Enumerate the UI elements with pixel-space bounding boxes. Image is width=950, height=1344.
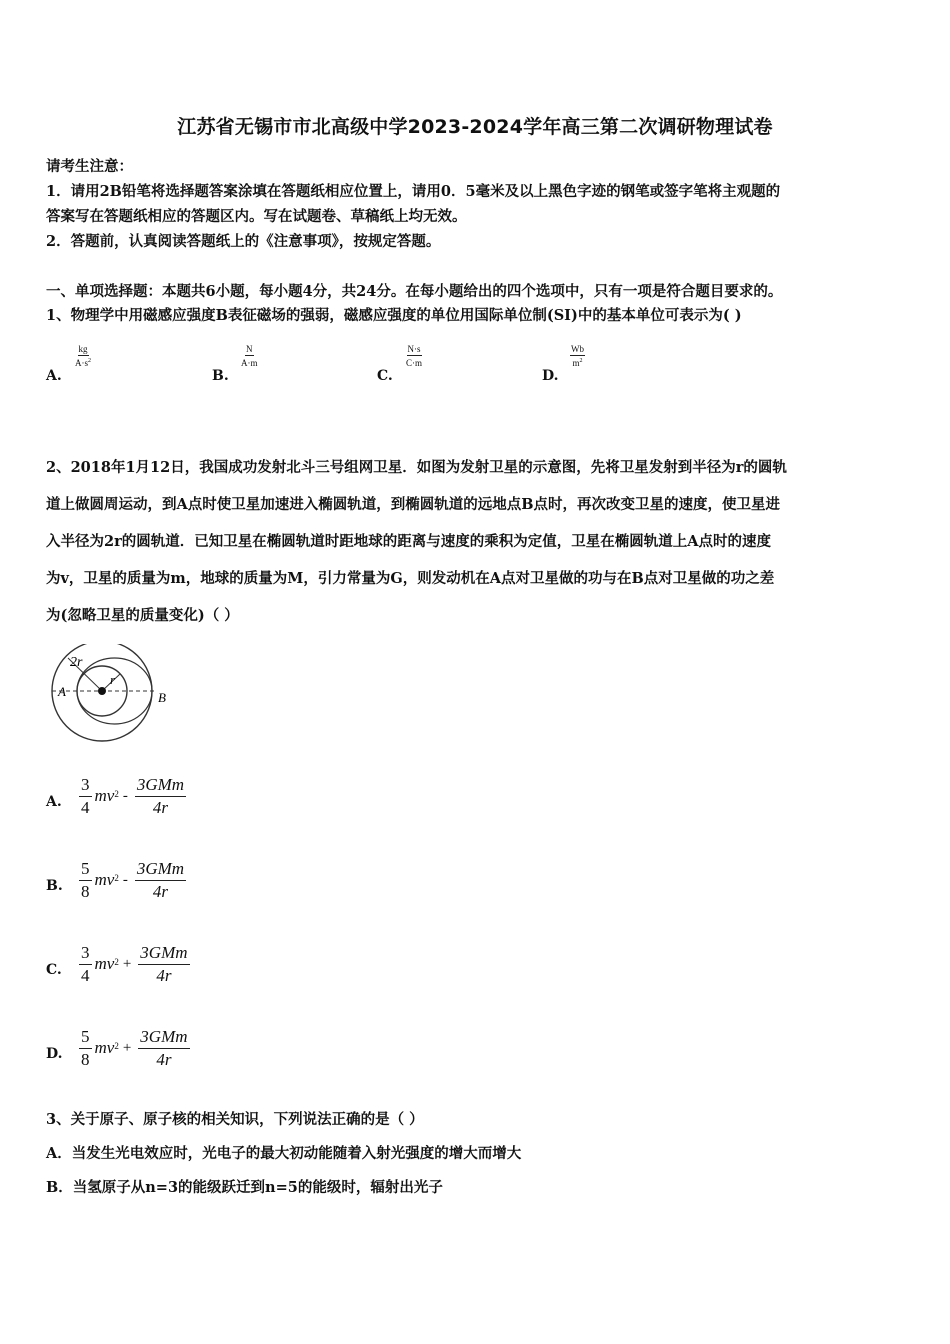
- coef-numerator: 3: [79, 774, 92, 797]
- frac-numerator: 3GMm: [138, 1026, 189, 1049]
- q3-option-a[interactable]: A．当发生光电效应时，光电子的最大初动能随着入射光强度的增大而增大: [46, 1145, 522, 1162]
- q1-stem: 1、物理学中用磁感应强度B表征磁场的强弱，磁感应强度的单位用国际单位制(SI)中的基本单位可表示为( ): [46, 307, 742, 324]
- label-2r: 2r: [70, 655, 83, 670]
- unit-denominator: [74, 356, 92, 369]
- mv-exponent: 2: [114, 1041, 119, 1051]
- unit-den-exponent: 2: [579, 358, 583, 364]
- unit-fraction: [74, 344, 92, 369]
- q2-stem-line-5: 为(忽略卫星的质量变化)（ ）: [46, 607, 239, 624]
- frac-numerator: 3GMm: [135, 858, 186, 881]
- option-label: C.: [377, 368, 393, 384]
- unit-den-text: m: [572, 358, 580, 368]
- gravity-fraction: [138, 1026, 189, 1071]
- option-expression: [76, 1020, 193, 1076]
- orbit-diagram: [44, 644, 184, 748]
- coef-denominator: 4: [81, 965, 90, 985]
- frac-denominator: 4r: [156, 1049, 172, 1069]
- page-title: 江苏省无锡市市北高级中学2023-2024学年高三第二次调研物理试卷: [177, 116, 773, 138]
- frac-numerator: 3GMm: [138, 942, 189, 965]
- unit-numerator: N: [246, 344, 253, 354]
- option-label: C.: [46, 962, 62, 978]
- option-label: B.: [212, 368, 229, 384]
- unit-den-exponent: 2: [88, 358, 91, 364]
- unit-denominator: [405, 356, 423, 369]
- mv-exponent: 2: [114, 957, 119, 967]
- coefficient-fraction: [79, 1026, 92, 1071]
- q3-stem: 3、关于原子、原子核的相关知识，下列说法正确的是（ ）: [46, 1111, 424, 1128]
- notice-line-1b: 答案写在答题纸相应的答题区内。写在试题卷、草稿纸上均无效。: [46, 208, 467, 225]
- q3-option-b[interactable]: B．当氢原子从n=3的能级跃迁到n=5的能级时，辐射出光子: [46, 1179, 443, 1196]
- q2-option-a[interactable]: [46, 768, 346, 828]
- mv-term: mv: [94, 870, 115, 889]
- earth-dot: [98, 687, 106, 695]
- unit-den-text: A·s: [75, 358, 88, 368]
- operator: -: [122, 871, 128, 888]
- coefficient-fraction: [79, 942, 92, 987]
- label-b: B: [158, 690, 166, 705]
- q2-option-c[interactable]: [46, 936, 346, 996]
- coef-denominator: 8: [81, 1049, 90, 1069]
- option-expression: [76, 936, 193, 992]
- coef-numerator: 3: [79, 942, 92, 965]
- unit-numerator: N·s: [407, 344, 421, 354]
- notice-heading: 请考生注意：: [46, 158, 133, 175]
- mv-term: mv: [94, 954, 115, 973]
- option-label: A.: [46, 794, 62, 810]
- coef-denominator: 8: [81, 881, 90, 901]
- unit-numerator: Wb: [571, 344, 584, 354]
- unit-fraction: [570, 344, 585, 369]
- coef-denominator: 4: [81, 797, 90, 817]
- frac-denominator: 4r: [156, 965, 172, 985]
- unit-numerator: kg: [78, 344, 88, 354]
- gravity-fraction: [135, 858, 186, 903]
- option-label: D.: [542, 368, 559, 384]
- q2-stem-line-4: 为v，卫星的质量为m，地球的质量为M，引力常量为G，则发动机在A点对卫星做的功与在B点对卫星做的功之差: [46, 570, 775, 587]
- option-label: D.: [46, 1046, 63, 1062]
- unit-fraction: [240, 344, 259, 369]
- operator: -: [122, 787, 128, 804]
- unit-denominator: [240, 356, 259, 369]
- option-expression: [76, 768, 189, 824]
- notice-line-1a: 1．请用2B铅笔将选择题答案涂填在答题纸相应位置上，请用0．5毫米及以上黑色字迹的钢笔或签字笔将主观题的: [46, 183, 781, 200]
- coef-numerator: 5: [79, 1026, 92, 1049]
- q2-option-d[interactable]: [46, 1020, 346, 1080]
- unit-fraction: [405, 344, 423, 369]
- mv-term: mv: [94, 786, 115, 805]
- notice-line-2: 2．答题前，认真阅读答题纸上的《注意事项》，按规定答题。: [46, 233, 441, 250]
- label-a: A: [58, 684, 66, 699]
- mv-exponent: 2: [114, 789, 119, 799]
- unit-den-text: C·m: [406, 358, 423, 368]
- gravity-fraction: [138, 942, 189, 987]
- mv-exponent: 2: [114, 873, 119, 883]
- q2-stem-line-1: 2、2018年1月12日，我国成功发射北斗三号组网卫星．如图为发射卫星的示意图，先将卫星发射到半径为r的圆轨: [46, 459, 787, 476]
- coef-numerator: 5: [79, 858, 92, 881]
- mv-term: mv: [94, 1038, 115, 1057]
- gravity-fraction: [135, 774, 186, 819]
- operator: +: [122, 1039, 132, 1056]
- frac-numerator: 3GMm: [135, 774, 186, 797]
- frac-denominator: 4r: [152, 881, 168, 901]
- q2-option-b[interactable]: [46, 852, 346, 912]
- unit-den-text: A·m: [241, 358, 258, 368]
- frac-denominator: 4r: [152, 797, 168, 817]
- q2-stem-line-3: 入半径为2r的圆轨道．已知卫星在椭圆轨道时距地球的距离与速度的乘积为定值，卫星在椭圆轨道上A点时的速度: [46, 533, 771, 550]
- unit-denominator: [571, 356, 583, 369]
- coefficient-fraction: [79, 774, 92, 819]
- option-label: B.: [46, 878, 63, 894]
- q2-stem-line-2: 道上做圆周运动，到A点时使卫星加速进入椭圆轨道，到椭圆轨道的远地点B点时，再次改变卫星的速度，使卫星进: [46, 496, 781, 513]
- q1-options: [46, 340, 746, 390]
- coefficient-fraction: [79, 858, 92, 903]
- operator: +: [122, 955, 132, 972]
- option-label: A.: [46, 368, 62, 384]
- label-r: r: [110, 672, 116, 687]
- option-expression: [76, 852, 189, 908]
- section-heading: 一、单项选择题：本题共6小题，每小题4分，共24分。在每小题给出的四个选项中，只有一项是符合题目要求的。: [46, 283, 783, 300]
